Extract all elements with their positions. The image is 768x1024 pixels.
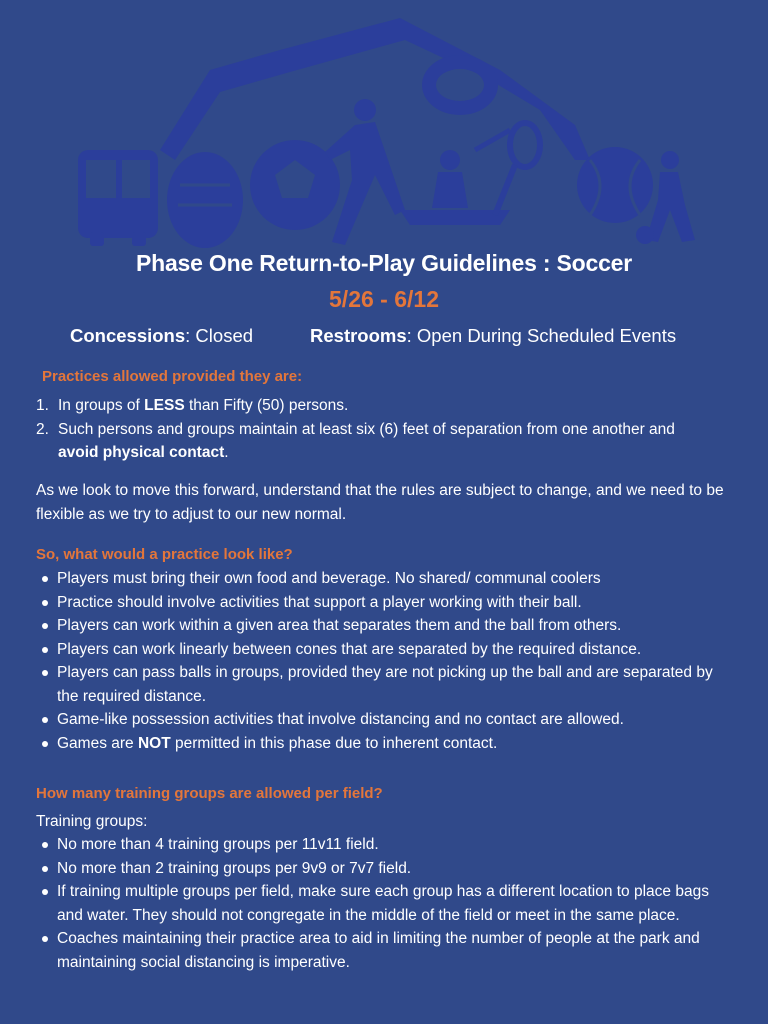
item-number: 1. (36, 397, 49, 414)
restrooms-status (310, 325, 676, 347)
item-text-end: . (224, 444, 229, 461)
list-item: If training multiple groups per field, make sure each group has a different location to place bags and water. They should not congregate in the middle of the field or meet in the same place. (36, 880, 731, 927)
list-item: Players can pass balls in groups, provided they are not picking up the ball and are separated by the required distance. (36, 661, 731, 708)
list-item: Players can work linearly between cones that are separated by the required distance. (36, 638, 731, 662)
list-item: Players can work within a given area that separates them and the ball from others. (36, 614, 731, 638)
page-title: Phase One Return-to-Play Guidelines : Soccer (135, 250, 633, 276)
item-text: In groups of (58, 397, 145, 414)
concessions-value: : Closed (185, 325, 254, 346)
training-groups-heading: How many training groups are allowed per field? (36, 785, 383, 802)
date-range: 5/26 - 6/12 (329, 286, 439, 312)
list-item: No more than 2 training groups per 9v9 or 7v7 field. (36, 857, 731, 881)
restrooms-value: : Open During Scheduled Events (406, 325, 677, 346)
practices-heading: Practices allowed provided they are: (42, 368, 303, 385)
item-text-end: than Fifty (50) persons. (184, 397, 349, 414)
sports-logo-graphic (70, 10, 700, 250)
list-item (36, 394, 696, 418)
list-item: Game-like possession activities that involve distancing and no contact are allowed. (36, 708, 731, 732)
item-text: Games are (57, 734, 138, 752)
list-item: No more than 4 training groups per 11v11 field. (36, 833, 731, 857)
list-item (36, 418, 696, 465)
list-item (36, 732, 731, 756)
practice-look-heading: So, what would a practice look like? (36, 546, 293, 563)
list-item: Practice should involve activities that support a player working with their ball. (36, 591, 731, 615)
list-item: Coaches maintaining their practice area to aid in limiting the number of people at the park and maintaining social distancing is imperative. (36, 927, 731, 974)
item-emphasis: NOT (137, 734, 171, 752)
concessions-label: Concessions (70, 325, 186, 346)
training-groups-intro: Training groups: (36, 813, 148, 830)
training-groups-list (36, 833, 731, 974)
item-emphasis: avoid physical contact (58, 444, 225, 461)
item-text: Such persons and groups maintain at least six (6) feet of separation from one another and (58, 420, 675, 438)
concessions-status (70, 325, 253, 347)
item-number: 2. (36, 420, 49, 438)
item-text-end: permitted in this phase due to inherent contact. (170, 734, 498, 752)
practice-look-list (36, 567, 731, 755)
restrooms-label: Restrooms (310, 325, 407, 346)
intro-paragraph: As we look to move this forward, understand that the rules are subject to change, and we need to be flexible as we try to adjust to our new normal. (36, 482, 724, 523)
practices-list (36, 394, 696, 465)
item-emphasis: LESS (144, 397, 185, 414)
list-item: Players must bring their own food and beverage. No shared/ communal coolers (36, 567, 731, 591)
